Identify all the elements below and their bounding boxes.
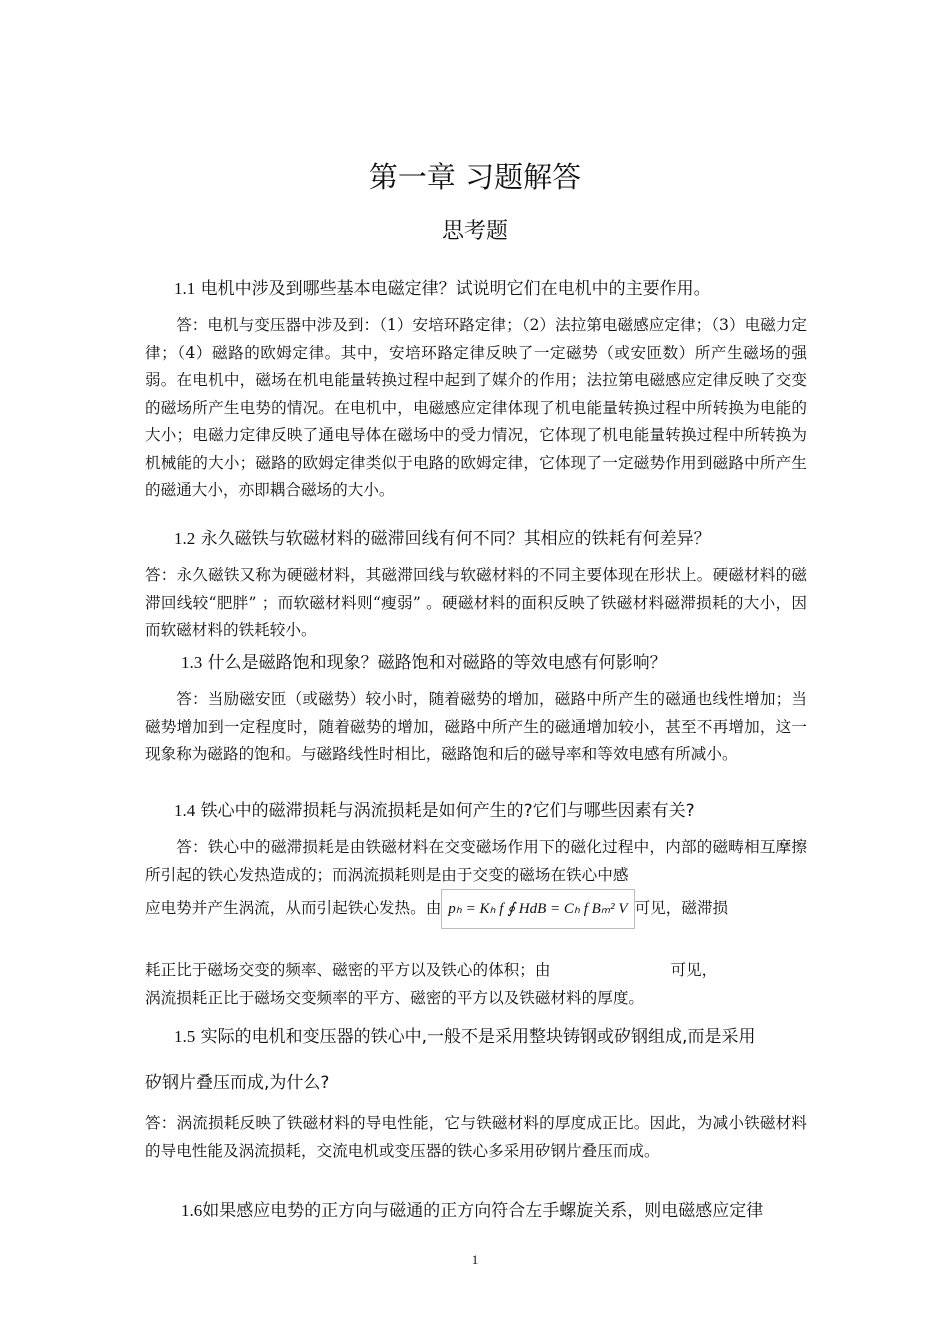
answer-1-2: 答：永久磁铁又称为硬磁材料，其磁滞回线与软磁材料的不同主要体现在形状上。硬磁材料的磁滞回线较“肥胖” ；而软磁材料则“瘦弱” 。硬磁材料的面积反映了铁磁材料磁滞损耗的大小，因而软磁材料的铁耗较小。 <box>145 566 807 639</box>
section-subtitle: 思考题 <box>441 219 508 244</box>
question-text: 永久磁铁与软磁材料的磁滞回线有何不同？其相应的铁耗有何差异？ <box>200 529 711 549</box>
chapter-title: 第一章 习题解答 <box>368 160 582 194</box>
question-number: 1.2 <box>174 529 196 548</box>
answer-text: 可见，磁滞损 <box>634 899 729 917</box>
question-text: 什么是磁路饱和现象？磁路饱和对磁路的等效电感有何影响？ <box>207 653 667 673</box>
answer-1-4-line4 <box>145 958 807 980</box>
question-1-1 <box>174 276 711 302</box>
question-1-4 <box>174 798 695 824</box>
question-number: 1.3 <box>181 653 203 672</box>
question-number: 1.4 <box>174 801 196 820</box>
answer-text: 可见， <box>670 961 718 979</box>
question-text: 电机中涉及到哪些基本电磁定律？试说明它们在电机中的主要作用。 <box>200 279 711 299</box>
answer-1-3: 答：当励磁安匝（或磁势）较小时，随着磁势的增加，磁路中所产生的磁通也线性增加；当磁势增加到一定程度时，随着磁势的增加，磁路中所产生的磁通增加较小，甚至不再增加，这一现象称为磁路的饱和。与磁路线性时相比，磁路饱和后的磁导率和等效电感有所减小。 <box>145 690 807 763</box>
question-1-5 <box>174 1024 755 1050</box>
answer-1-4-part1: 答：铁心中的磁滞损耗是由铁磁材料在交变磁场作用下的磁化过程中，内部的磁畴相互摩擦所引起的铁心发热造成的；而涡流损耗则是由于交变的磁场在铁心中感 <box>145 838 807 884</box>
question-number: 1.6 <box>181 1201 203 1220</box>
question-1-6 <box>181 1198 763 1224</box>
answer-1-5: 答：涡流损耗反映了铁磁材料的导电性能，它与铁磁材料的厚度成正比。因此，为减小铁磁材料的导电性能及涡流损耗，交流电机或变压器的铁心多采用矽钢片叠压而成。 <box>145 1114 807 1160</box>
question-1-5-cont: 矽钢片叠压而成,为什么? <box>145 1073 330 1093</box>
answer-1-1: 答：电机与变压器中涉及到：（1）安培环路定律；（2）法拉第电磁感应定律；（3）电磁力定律；（4）磁路的欧姆定律。其中，安培环路定律反映了一定磁势（或安匝数）所产生磁场的强弱。在电机中，磁场在机电能量转换过程中起到了媒介的作用；法拉第电磁感应定律反映了交变的磁场所产生电势的情况。在电机中，电磁感应定律体现了机电能量转换过程中所转换为电能的大小；电磁力定律反映了通电导体在磁场中的受力情况，它体现了机电能量转换过程中所转换为机械能的大小；磁路的欧姆定律类似于电路的欧姆定律，它体现了一定磁势作用到磁路中所产生的磁通大小，亦即耦合磁场的大小。 <box>145 316 807 499</box>
question-text: 如果感应电势的正方向与磁通的正方向符合左手螺旋关系，则电磁感应定律 <box>202 1201 764 1221</box>
question-text: 铁心中的磁滞损耗与涡流损耗是如何产生的?它们与哪些因素有关? <box>200 801 695 821</box>
page-number: 1 <box>471 1252 479 1267</box>
question-number: 1.5 <box>174 1027 196 1046</box>
hysteresis-loss-formula: pₕ = Kₕ f ∮ HdB = Cₕ f Bₘ² V <box>441 889 634 929</box>
answer-1-4-line3 <box>145 888 807 928</box>
question-text: 实际的电机和变压器的铁心中,一般不是采用整块铸钢或矽钢组成,而是采用 <box>200 1027 756 1047</box>
answer-1-4-line5: 涡流损耗正比于磁场交变频率的平方、磁密的平方以及铁磁材料的厚度。 <box>145 989 645 1007</box>
question-1-2 <box>174 526 711 552</box>
question-1-3 <box>181 650 667 676</box>
question-number: 1.1 <box>174 279 196 298</box>
answer-text: 耗正比于磁场交变的频率、磁密的平方以及铁心的体积；由 <box>145 961 551 979</box>
answer-text: 应电势并产生涡流，从而引起铁心发热。由 <box>145 899 442 917</box>
